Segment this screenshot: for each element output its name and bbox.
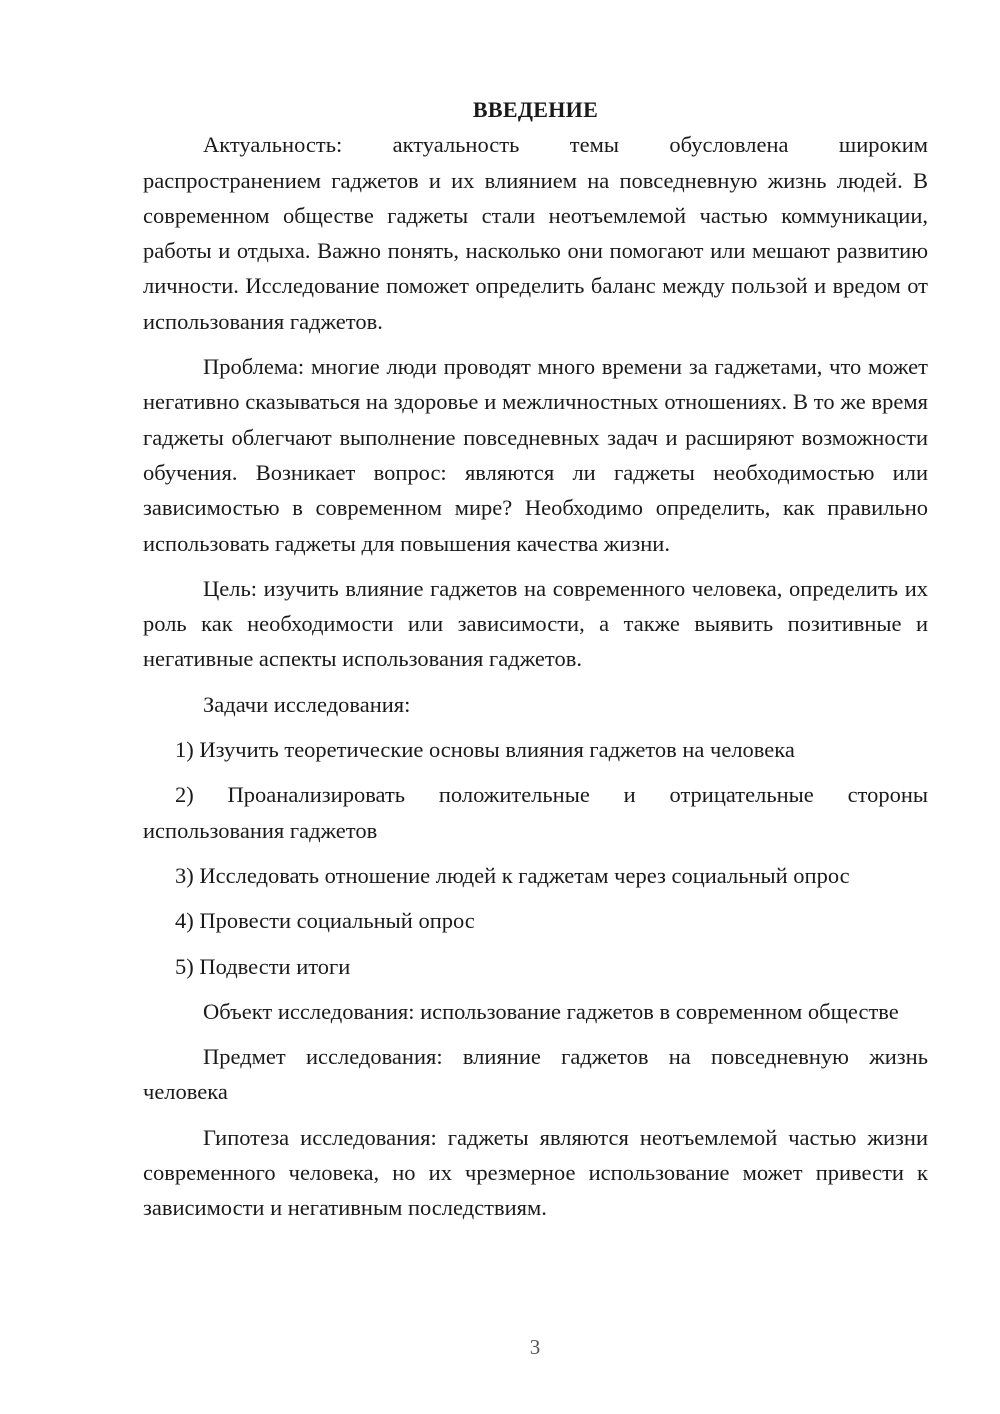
task-item: 5) Подвести итоги: [175, 953, 351, 979]
document-body: [143, 92, 928, 1236]
subject-paragraph: Предмет исследования: влияние гаджетов на повседневную жизнь человека: [143, 1044, 928, 1105]
task-item: 2) Проанализировать положительные и отрицательные стороны использования гаджетов: [143, 782, 928, 843]
task-item: 4) Провести социальный опрос: [175, 908, 475, 934]
relevance-paragraph: Актуальность: актуальность темы обусловлена широким распространением гаджетов и их влиянием на повседневную жизнь людей. В современном обществе гаджеты стали неотъемлемой частью коммуникации, работы и отдыха. Важно понять, насколько они помогают или мешают развитию личности. Исследование поможет определить баланс между пользой и вредом от использования гаджетов.: [143, 132, 928, 334]
goal-paragraph: Цель: изучить влияние гаджетов на современного человека, определить их роль как необходимости или зависимости, а также выявить позитивные и негативные аспекты использования гаджетов.: [143, 575, 928, 672]
task-item: 1) Изучить теоретические основы влияния гаджетов на человека: [175, 737, 795, 763]
hypothesis-paragraph: Гипотеза исследования: гаджеты являются неотъемлемой частью жизни современного человека, но их чрезмерное использование может привести к зависимости и негативным последствиям.: [143, 1124, 928, 1221]
tasks-title: Задачи исследования:: [203, 691, 411, 717]
section-heading: ВВЕДЕНИЕ: [472, 97, 599, 122]
page-number: 3: [529, 1335, 541, 1359]
task-item: 3) Исследовать отношение людей к гаджетам через социальный опрос: [175, 862, 850, 888]
object-paragraph: Объект исследования: использование гаджетов в современном обществе: [203, 998, 899, 1024]
problem-paragraph: Проблема: многие люди проводят много времени за гаджетами, что может негативно сказываться на здоровье и межличностных отношениях. В то же время гаджеты облегчают выполнение повседневных задач и расширяют возможности обучения. Возникает вопрос: являются ли гаджеты необходимостью или зависимостью в современном мире? Необходимо определить, как правильно использовать гаджеты для повышения качества жизни.: [143, 354, 928, 556]
